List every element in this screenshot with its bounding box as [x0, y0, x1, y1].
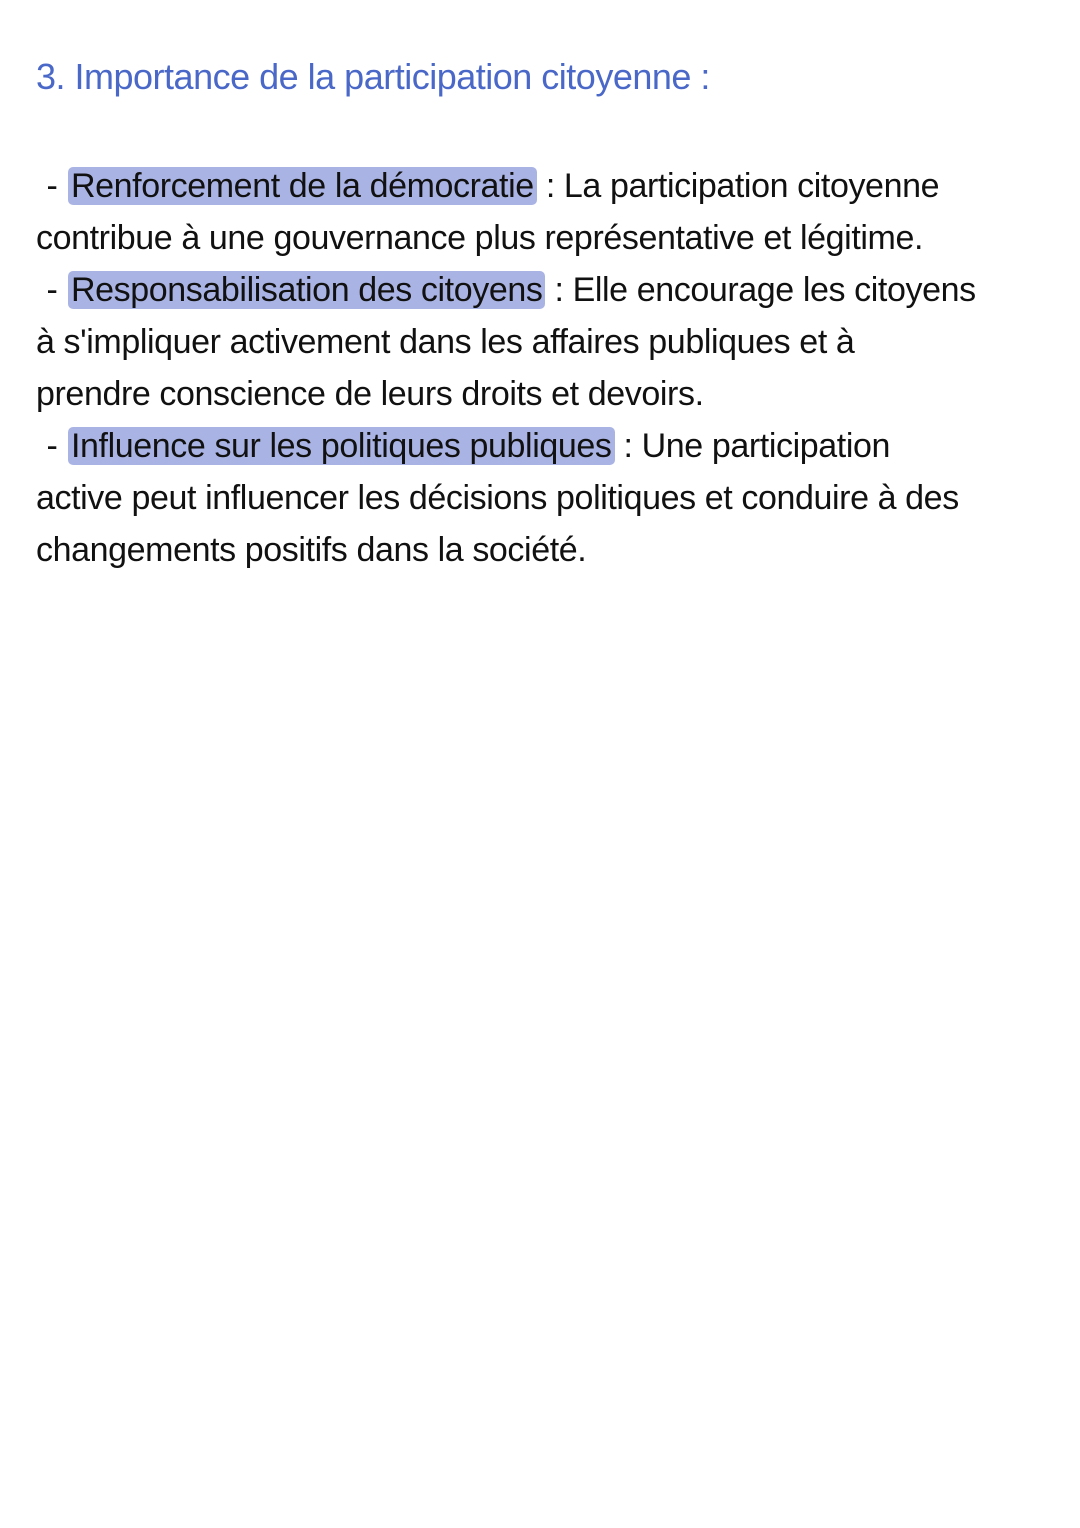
item-text: : La participation citoyenne	[545, 167, 940, 205]
item-text: : Elle encourage les citoyens	[554, 271, 976, 309]
bullet-dash: -	[46, 167, 58, 205]
highlighted-term: Renforcement de la démocratie	[68, 167, 537, 205]
list-item	[36, 160, 976, 264]
bullet-dash: -	[46, 427, 58, 465]
section-heading: 3. Importance de la participation citoyenne :	[36, 56, 710, 97]
bullet-dash: -	[46, 271, 58, 309]
item-text: changements positifs dans la société.	[36, 531, 587, 569]
item-text: contribue à une gouvernance plus représentative et légitime.	[36, 219, 924, 257]
bullet-list	[36, 160, 976, 576]
highlighted-term: Influence sur les politiques publiques	[68, 427, 615, 465]
item-text: active peut influencer les décisions politiques et conduire à des	[36, 479, 959, 517]
highlighted-term: Responsabilisation des citoyens	[68, 271, 545, 309]
item-text: prendre conscience de leurs droits et devoirs.	[36, 375, 704, 413]
list-item	[36, 420, 976, 576]
item-text: : Une participation	[623, 427, 890, 465]
list-item	[36, 264, 976, 420]
item-text: à s'impliquer activement dans les affaires publiques et à	[36, 323, 855, 361]
